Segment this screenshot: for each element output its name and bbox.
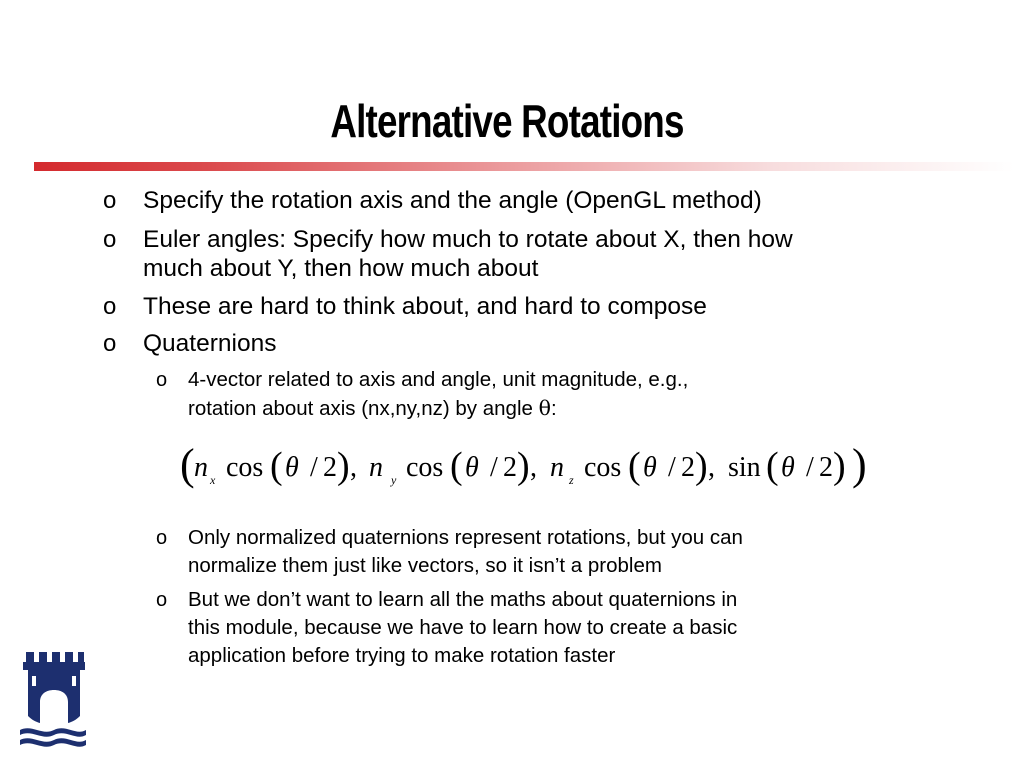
- sub-bullet-text-line: this module, because we have to learn how to create a basic: [188, 616, 738, 639]
- bullet-text-line: much about Y, then how much about: [143, 255, 539, 282]
- sub-bullet-text-line: 4-vector related to axis and angle, unit magnitude, e.g.,: [188, 368, 689, 391]
- formula-slash-4: /: [806, 452, 814, 483]
- university-tower-logo-icon: [18, 650, 88, 750]
- sub-bullet-text-line: application before trying to make rotation faster: [188, 644, 616, 667]
- sub-bullet-maths: [156, 586, 888, 670]
- theta-symbol: θ: [538, 396, 551, 420]
- bullet-text: These are hard to think about, and hard to compose: [143, 293, 707, 320]
- formula-paren-1-close: ): [337, 445, 350, 487]
- bullet-marker: o: [103, 293, 117, 320]
- formula-slash-2: /: [490, 452, 498, 483]
- sub-bullet-marker: o: [156, 369, 168, 391]
- formula-two-1: 2: [323, 452, 337, 483]
- formula-close-paren: ): [852, 440, 867, 489]
- slide-title: Alternative Rotations: [330, 94, 684, 147]
- quaternion-formula: [178, 436, 878, 496]
- sub-bullet-text-line: rotation about axis (nx,ny,nz) by angle: [188, 397, 539, 420]
- formula-comma-3: ,: [708, 452, 715, 483]
- formula-n-y: n: [369, 452, 383, 483]
- formula-theta-3: θ: [643, 452, 657, 483]
- formula-cos-2: cos: [406, 452, 444, 483]
- formula-theta-2: θ: [465, 452, 479, 483]
- sub-bullet-text-line: Only normalized quaternions represent rotations, but you can: [188, 526, 743, 549]
- bullet-text-line: Euler angles: Specify how much to rotate about X, then how: [143, 226, 793, 253]
- bullet-text: Quaternions: [143, 330, 277, 357]
- formula-two-4: 2: [819, 452, 833, 483]
- sub-bullet-4vector: [156, 366, 888, 423]
- bullet-marker: o: [103, 187, 117, 214]
- formula-paren-4-close: ): [833, 445, 846, 487]
- formula-sin: sin: [728, 452, 761, 483]
- formula-cos-3: cos: [584, 452, 622, 483]
- formula-open-paren: (: [180, 440, 195, 489]
- formula-n-x: n: [194, 452, 208, 483]
- formula-theta-4: θ: [781, 452, 795, 483]
- formula-paren-1-open: (: [270, 445, 283, 487]
- bullet-marker: o: [103, 226, 117, 253]
- formula-paren-3-close: ): [695, 445, 708, 487]
- sub-bullet-marker: o: [156, 589, 168, 611]
- formula-two-3: 2: [681, 452, 695, 483]
- sub-bullet-marker: o: [156, 527, 168, 549]
- formula-subscript-x: x: [210, 473, 216, 487]
- bullet-marker: o: [103, 330, 117, 357]
- formula-paren-4-open: (: [766, 445, 779, 487]
- formula-comma-2: ,: [530, 452, 537, 483]
- sub-bullet-text-line: But we don’t want to learn all the maths about quaternions in: [188, 588, 738, 611]
- formula-two-2: 2: [503, 452, 517, 483]
- bullet-item-euler: [103, 225, 913, 283]
- sub-bullet-normalized: [156, 524, 888, 580]
- formula-paren-3-open: (: [628, 445, 641, 487]
- formula-slash-1: /: [310, 452, 318, 483]
- sub-bullet-text-line: normalize them just like vectors, so it isn’t a problem: [188, 554, 662, 577]
- formula-subscript-z: z: [569, 473, 574, 487]
- formula-slash-3: /: [668, 452, 676, 483]
- bullet-item-quaternions: [103, 329, 913, 358]
- sub-bullet-text-suffix: :: [550, 397, 557, 420]
- formula-comma-1: ,: [350, 452, 357, 483]
- formula-paren-2-open: (: [450, 445, 463, 487]
- formula-theta-1: θ: [285, 452, 299, 483]
- formula-paren-2-close: ): [517, 445, 530, 487]
- bullet-item-hard: [103, 292, 913, 321]
- formula-n-z: n: [550, 452, 564, 483]
- formula-subscript-y: y: [391, 473, 397, 487]
- bullet-text: Specify the rotation axis and the angle (OpenGL method): [143, 187, 762, 214]
- bullet-item-opengl: [103, 186, 913, 215]
- formula-cos-1: cos: [226, 452, 264, 483]
